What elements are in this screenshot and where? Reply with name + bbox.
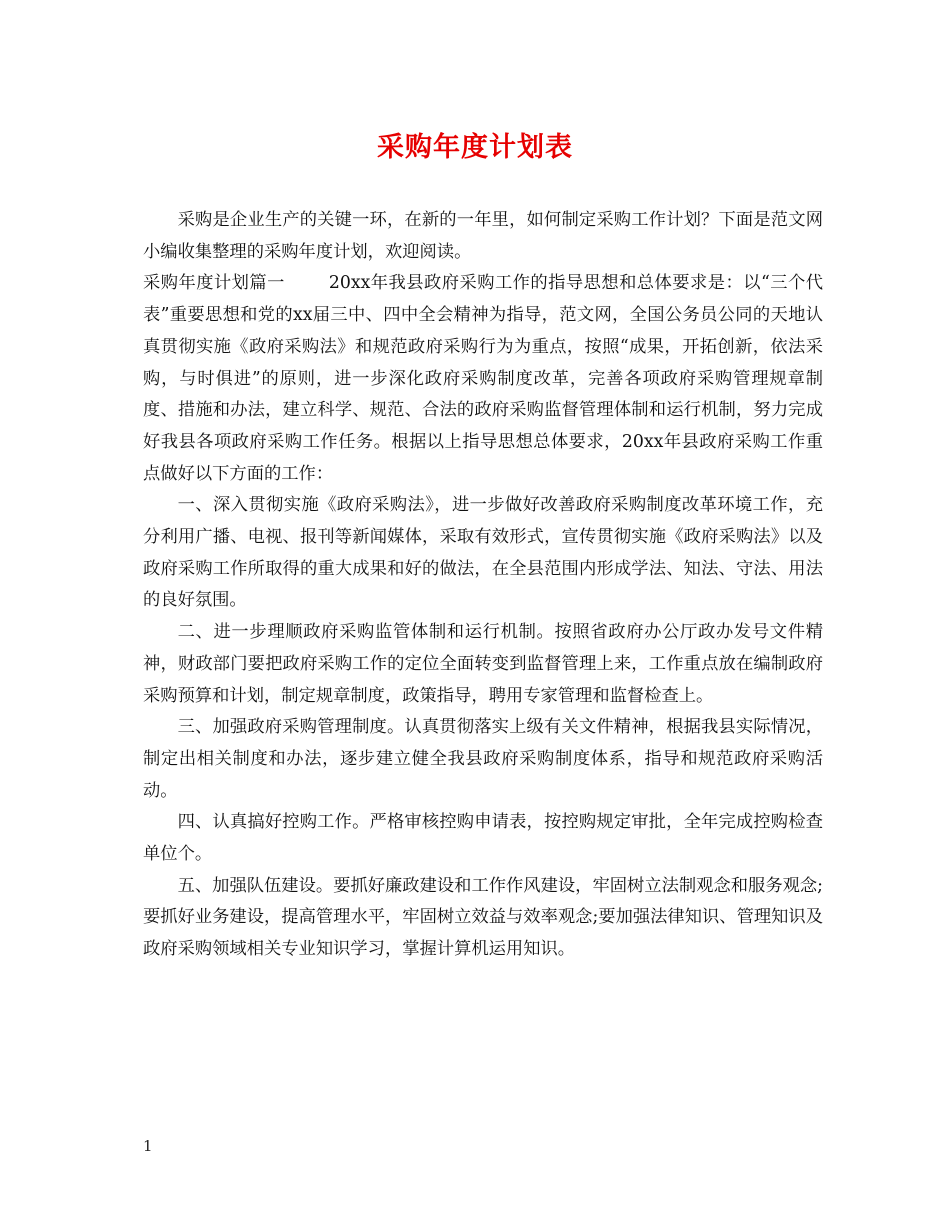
- list-item: 二、进一步理顺政府采购监管体制和运行机制。按照省政府办公厅政办发号文件精神，财政部门要把政府采购工作的定位全面转变到监督管理上来，工作重点放在编制政府采购预算和计划，制定规章制度，政策指导，聘用专家管理和监督检查上。: [143, 622, 823, 706]
- section-text: 20xx年我县政府采购工作的指导思想和总体要求是：以“三个代表”重要思想和党的xx届三中、四中全会精神为指导，范文网，全国公务员公同的天地认真贯彻实施《政府采购法》和规范政府采购行为为重点，按照“成果，开拓创新，依法采购，与时俱进”的原则，进一步深化政府采购制度改革，完善各项政府采购管理规章制度、措施和办法，建立科学、规范、合法的政府采购监督管理体制和运行机制，努力完成好我县各项政府采购工作任务。根据以上指导思想总体要求，20xx年县政府采购工作重点做好以下方面的工作：: [143, 273, 823, 484]
- page-number: 1: [143, 1137, 153, 1155]
- section-heading: 采购年度计划篇一: [143, 273, 285, 294]
- section-paragraph: [143, 268, 823, 490]
- document-body: [143, 205, 823, 966]
- list-item: 四、认真搞好控购工作。严格审核控购申请表，按控购规定审批，全年完成控购检查单位个。: [143, 812, 823, 865]
- document-title: 采购年度计划表: [377, 132, 573, 163]
- list-item: 五、加强队伍建设。要抓好廉政建设和工作作风建设，牢固树立法制观念和服务观念;要抓好业务建设，提高管理水平，牢固树立效益与效率观念;要加强法律知识、管理知识及政府采购领域相关专业知识学习，掌握计算机运用知识。: [143, 875, 823, 960]
- list-item: 三、加强政府采购管理制度。认真贯彻落实上级有关文件精神，根据我县实际情况，制定出相关制度和办法，逐步建立健全我县政府采购制度体系，指导和规范政府采购活动。: [143, 717, 823, 801]
- list-item: 一、深入贯彻实施《政府采购法》，进一步做好改善政府采购制度改革环境工作，充分利用广播、电视、报刊等新闻媒体，采取有效形式，宣传贯彻实施《政府采购法》以及政府采购工作所取得的重大成果和好的做法，在全县范围内形成学法、知法、守法、用法的良好氛围。: [143, 495, 823, 611]
- intro-paragraph: 采购是企业生产的关键一环，在新的一年里，如何制定采购工作计划？下面是范文网小编收集整理的采购年度计划，欢迎阅读。: [143, 210, 823, 262]
